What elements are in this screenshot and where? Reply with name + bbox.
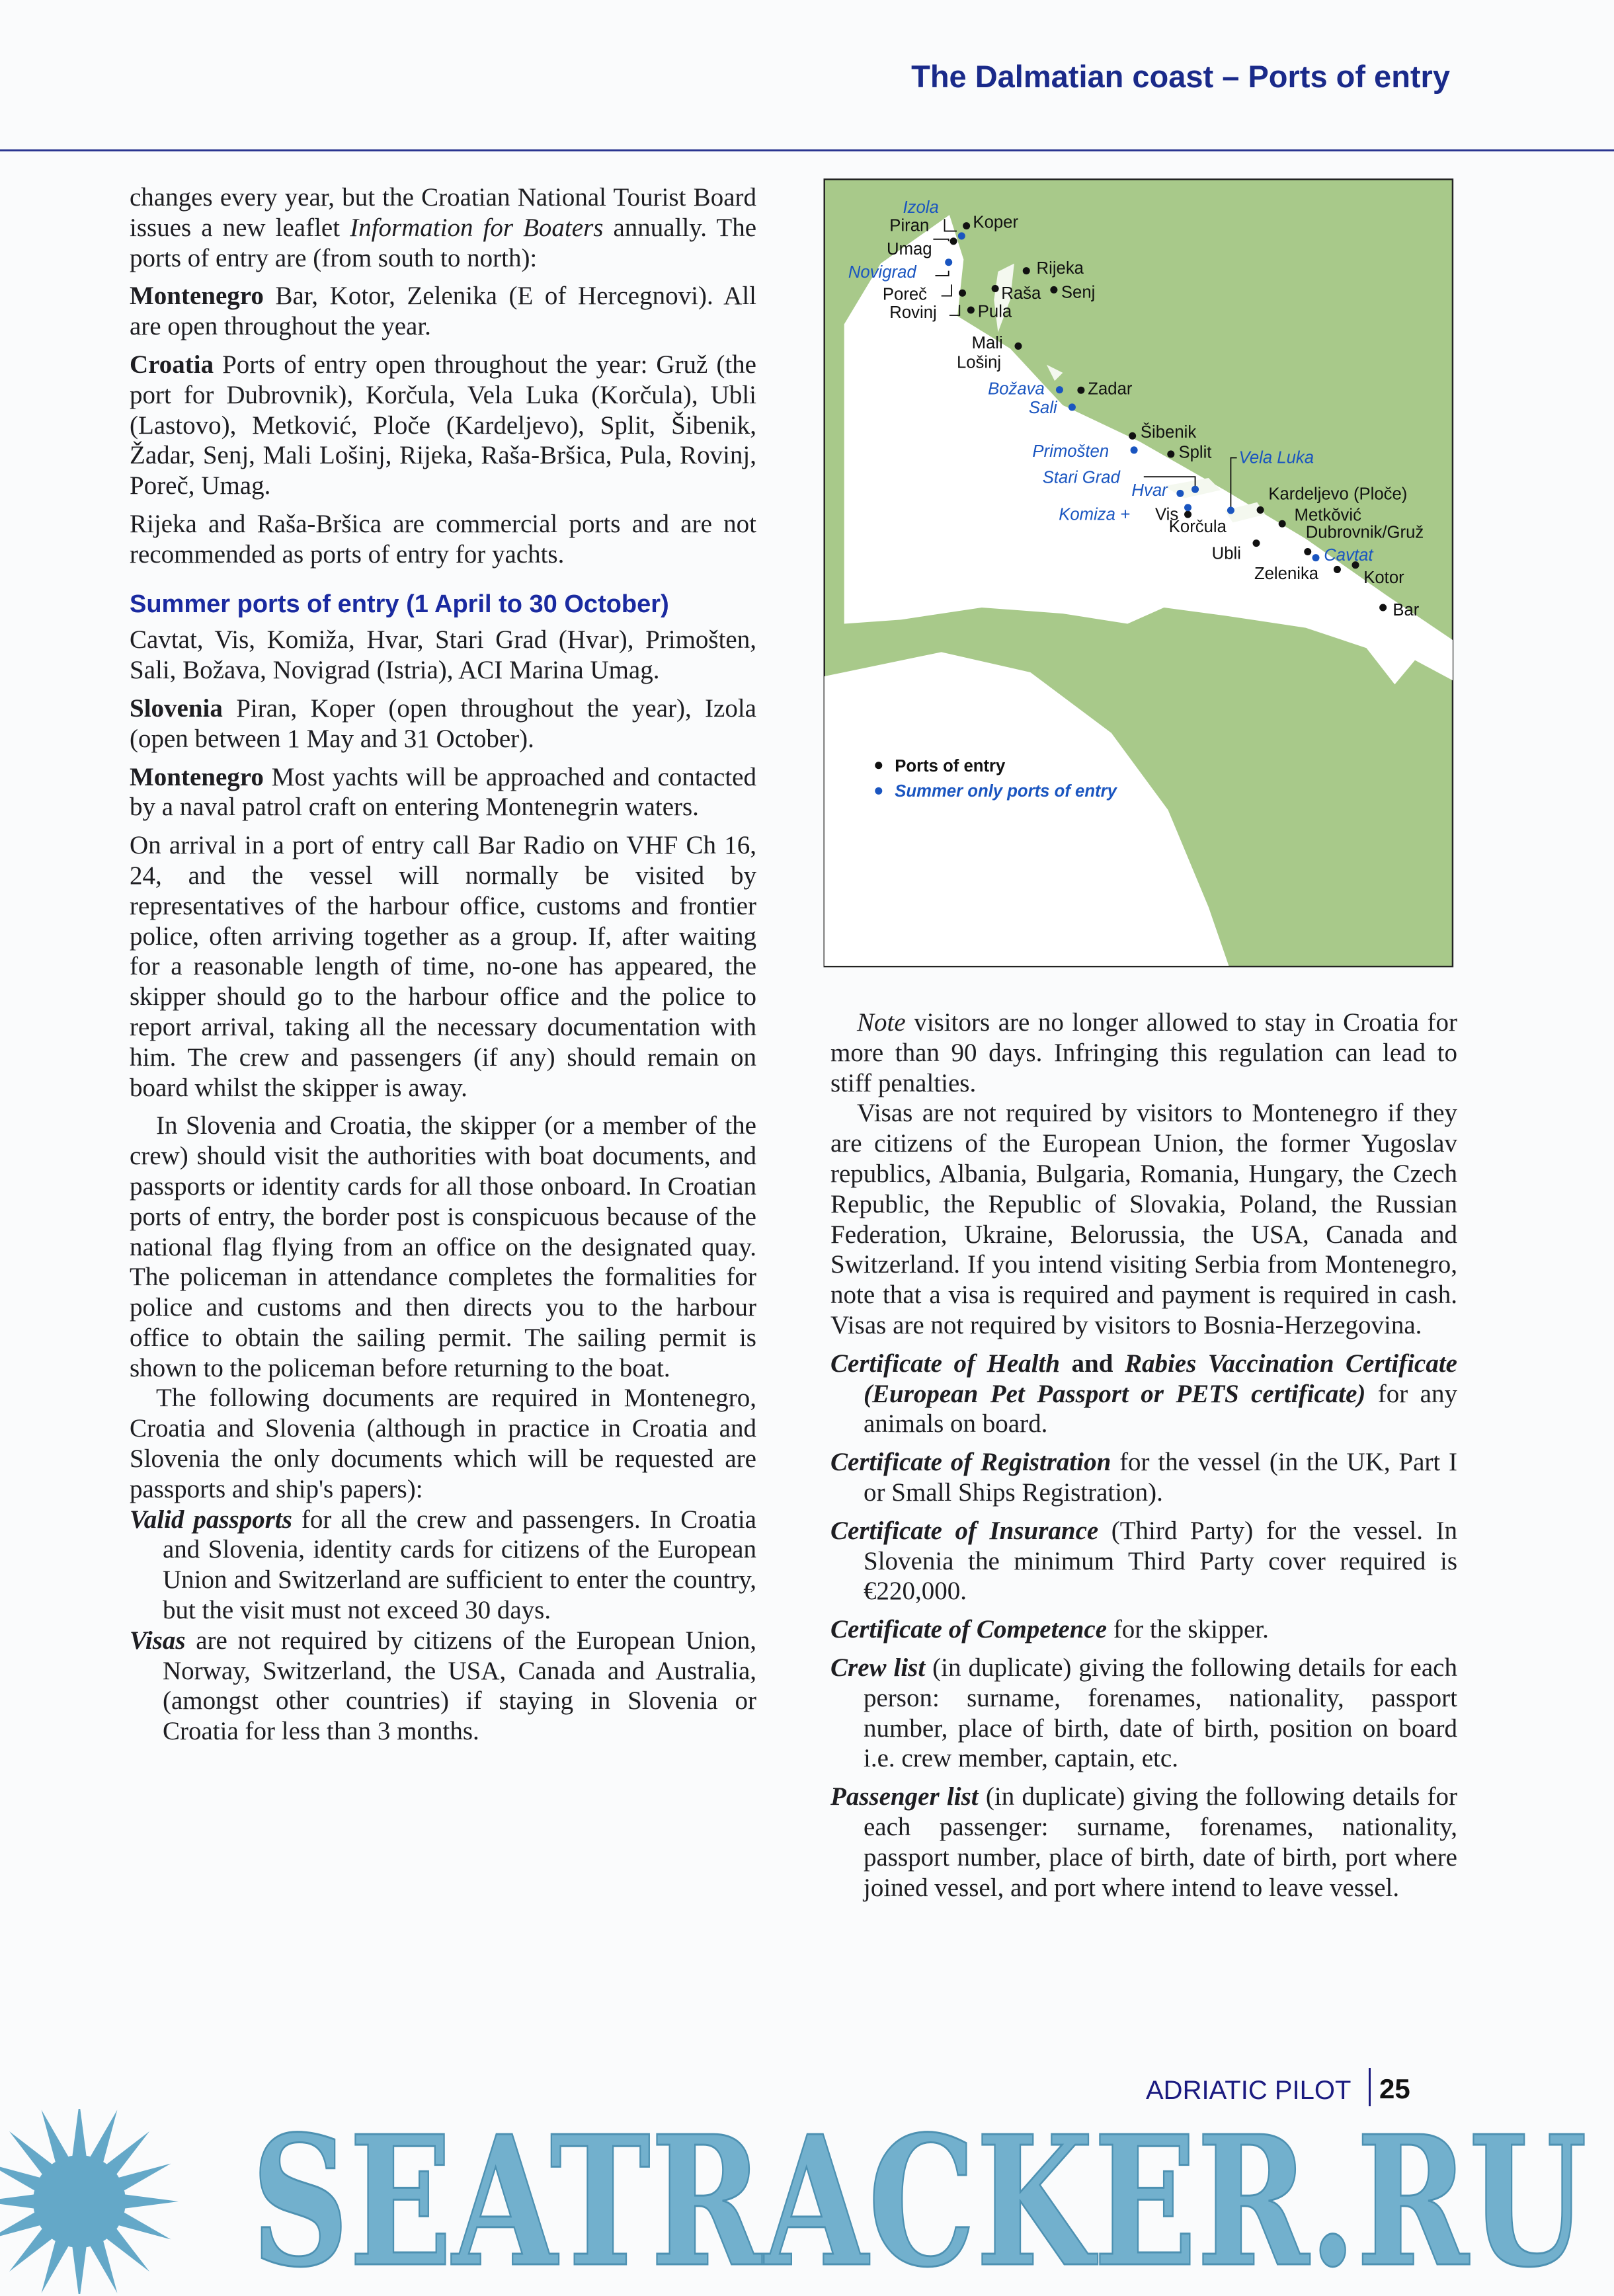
port-marker bbox=[1379, 604, 1387, 611]
term: Certificate of Insurance bbox=[830, 1516, 1099, 1545]
ports-of-entry-map bbox=[820, 178, 1455, 972]
text: for the skipper. bbox=[1107, 1615, 1269, 1644]
port-label: Kardeljevo (Ploče) bbox=[1268, 485, 1408, 504]
slovenia-paragraph bbox=[130, 693, 756, 754]
port-marker bbox=[950, 237, 957, 245]
term: Valid passports bbox=[130, 1505, 292, 1534]
port-marker bbox=[1184, 511, 1191, 518]
term: Certificate of Registration bbox=[830, 1448, 1111, 1477]
term: Croatia bbox=[130, 350, 214, 379]
legend-ports-label: Ports of entry bbox=[895, 756, 1006, 775]
documents-paragraph: The following documents are required in Montenegro, Croatia and Slovenia (although in practice in Croatia and Slovenia the only documents which will be requested are passports and ship's papers): bbox=[130, 1384, 756, 1503]
port-marker bbox=[992, 285, 999, 292]
summer-port-marker bbox=[1312, 554, 1319, 561]
summer-port-marker bbox=[1176, 490, 1184, 497]
term: Rabies Vaccination Certificate (European Pet Passport or PETS certificate) bbox=[864, 1349, 1457, 1408]
text: (Third Party) for the vessel. In Slovenia the minimum Third Party cover required is €220,000. bbox=[864, 1516, 1457, 1606]
port-label: Senj bbox=[1061, 283, 1096, 302]
slovenia-croatia-paragraph: In Slovenia and Croatia, the skipper (or a member of the crew) should visit the authorities with boat documents, and passports or identity cards for all those onboard. In Croatian ports of entry, the border post is conspicuous because of the national flag flying from an office on the designated quay. The policeman in attendance completes the formalities for police and customs and then directs you to the harbour office to obtain the sailing permit. The sailing permit is shown to the policeman before returning to the boat. bbox=[130, 1111, 756, 1382]
term: Passenger list bbox=[830, 1782, 979, 1811]
insurance-item bbox=[830, 1516, 1457, 1606]
arrival-paragraph: On arrival in a port of entry call Bar Radio on VHF Ch 16, 24, and the vessel will normally be visited by representatives of the harbour office, customs and frontier police, often arriving together as a group. If, after waiting for a reasonable length of time, no-one has appeared, the skipper should go to the harbour office and the police to report arrival, taking all the necessary documentation with him. The crew and passengers (if any) should remain on board whilst the skipper is away. bbox=[130, 831, 756, 1102]
port-marker bbox=[1279, 520, 1286, 528]
port-marker bbox=[1304, 548, 1311, 555]
port-label: Mali bbox=[971, 334, 1003, 353]
port-label: Split bbox=[1178, 443, 1212, 462]
summer-port-marker bbox=[1069, 403, 1076, 411]
header-rule bbox=[0, 149, 1614, 151]
port-label: Piran bbox=[889, 216, 930, 235]
right-column bbox=[830, 1008, 1457, 1911]
port-marker bbox=[1257, 506, 1264, 514]
sun-ray bbox=[118, 2194, 179, 2209]
visas-item bbox=[130, 1626, 756, 1747]
crew-list-item bbox=[830, 1653, 1457, 1774]
term: Crew list bbox=[830, 1653, 926, 1682]
intro-paragraph bbox=[130, 182, 756, 273]
port-marker bbox=[959, 290, 966, 297]
summer-port-label: Sali bbox=[1028, 399, 1057, 418]
port-label: Raša bbox=[1001, 284, 1041, 303]
port-marker bbox=[963, 222, 970, 229]
text: (in duplicate) giving the following details for each passenger: surname, forenames, nationality, passport number, place of birth, date of birth, port where joined vessel, and port where intend to leave vessel. bbox=[864, 1782, 1457, 1902]
text: Most yachts will be approached and contacted by a naval patrol craft on entering Montenegrin waters. bbox=[130, 762, 756, 822]
summer-port-marker bbox=[1056, 386, 1063, 393]
text: visitors are no longer allowed to stay in Croatia for more than 90 days. Infringing this regulation can lead to stiff penalties. bbox=[830, 1008, 1457, 1097]
text: Piran, Koper (open throughout the year), Izola (open between 1 May and 31 October). bbox=[130, 693, 756, 753]
text: (in duplicate) giving the following details for each person: surname, forenames, nationality, passport number, place of birth, date of birth, position on board i.e. crew member, captain, etc. bbox=[864, 1653, 1457, 1773]
summer-port-label: Primošten bbox=[1032, 442, 1110, 461]
sun-ray bbox=[71, 2109, 87, 2162]
text: for any animals on board. bbox=[864, 1379, 1457, 1439]
text: and bbox=[1060, 1349, 1125, 1378]
summer-port-label: Vela Luka bbox=[1238, 448, 1314, 467]
page-number: 25 bbox=[1379, 2073, 1410, 2104]
summer-port-label: Stari Grad bbox=[1042, 468, 1120, 487]
visas-montenegro-paragraph: Visas are not required by visitors to Montenegro if they are citizens of the European Union, the former Yugoslav republics, Albania, Bulgaria, Romania, Hungary, the Czech Republic, the Republic of Slovakia, Poland, the Russian Federation, Ukraine, Belorussia, the USA, Canada and Switzerland. If you intend visiting Serbia from Montenegro, note that a visa is required and payment is required in cash. Visas are not required by visitors to Bosnia-Herzegovina. bbox=[830, 1099, 1457, 1339]
summer-port-marker bbox=[1191, 486, 1199, 493]
summer-port-marker bbox=[1131, 446, 1138, 454]
summer-ports-heading: Summer ports of entry (1 April to 30 October) bbox=[130, 590, 669, 618]
port-label: Umag bbox=[887, 240, 932, 259]
port-label: Pula bbox=[977, 302, 1012, 321]
term: Certificate of Competence bbox=[830, 1615, 1108, 1644]
port-marker bbox=[1014, 342, 1022, 350]
port-label: Zadar bbox=[1088, 379, 1133, 399]
legend-summer-dot bbox=[875, 787, 882, 795]
summer-port-marker bbox=[1184, 504, 1191, 511]
summer-port-marker bbox=[945, 258, 952, 266]
term: Certificate of Health bbox=[830, 1349, 1061, 1378]
term: Note bbox=[857, 1008, 906, 1037]
summer-port-label: Hvar bbox=[1131, 481, 1168, 500]
port-marker bbox=[1334, 566, 1341, 573]
croatia-paragraph bbox=[130, 350, 756, 501]
term: Montenegro bbox=[130, 762, 264, 791]
watermark-text: SEATRACKER.RU bbox=[251, 2109, 1587, 2294]
summer-port-marker bbox=[1227, 507, 1234, 514]
port-marker bbox=[1252, 539, 1260, 547]
montenegro-patrol-paragraph bbox=[130, 762, 756, 823]
port-label: Rovinj bbox=[889, 303, 937, 323]
passports-item bbox=[130, 1505, 756, 1626]
port-marker bbox=[1050, 286, 1057, 294]
port-label: Rijeka bbox=[1036, 258, 1084, 278]
footer-divider bbox=[1369, 2068, 1371, 2106]
text: Ports of entry open throughout the year: Gruž (the port for Dubrovnik), Korčula, Vela Luka (Korčula), Ubli (Lastovo), Metković, Ploče (Kardeljevo), Split, Šibenik, Žadar, Senj, Mali Lošinj, Rijeka, Raša-Bršica, Pula, Rovinj, Poreč, Umag. bbox=[130, 350, 756, 500]
text: Bar, Kotor, Zelenika (E of Hercegnovi). All are open throughout the year. bbox=[130, 282, 756, 341]
note-paragraph bbox=[830, 1008, 1457, 1098]
port-label: Korčula bbox=[1168, 518, 1227, 537]
sun-icon bbox=[0, 2109, 179, 2294]
summer-ports-paragraph: Cavtat, Vis, Komiža, Hvar, Stari Grad (Hvar), Primošten, Sali, Božava, Novigrad (Istria), ACI Marina Umag. bbox=[130, 625, 756, 685]
port-marker bbox=[1167, 450, 1174, 457]
leaflet-title: Information for Boaters bbox=[350, 213, 604, 242]
summer-port-label: Novigrad bbox=[848, 263, 916, 282]
competence-item bbox=[830, 1614, 1457, 1645]
port-marker bbox=[1129, 432, 1136, 440]
port-label: Bar bbox=[1392, 601, 1420, 620]
port-label: Zelenika bbox=[1254, 565, 1319, 584]
port-label: Koper bbox=[973, 213, 1019, 232]
port-label: Dubrovnik/Gruž bbox=[1305, 523, 1424, 542]
summer-port-marker bbox=[958, 232, 965, 239]
text: for the vessel (in the UK, Part I or Small Ships Registration). bbox=[864, 1448, 1457, 1507]
summer-port-label: Komiza + bbox=[1059, 505, 1131, 524]
port-label: Šibenik bbox=[1140, 422, 1197, 442]
footer-book-title: ADRIATIC PILOT bbox=[1146, 2076, 1352, 2105]
port-marker bbox=[1077, 387, 1084, 394]
port-marker bbox=[1023, 267, 1030, 274]
text: annually. The ports of entry are (from south to north): bbox=[130, 213, 756, 272]
text: changes every year, but the Croatian National Tourist Board issues a new leaflet bbox=[130, 183, 756, 242]
rijeka-paragraph: Rijeka and Raša-Bršica are commercial ports and are not recommended as ports of entry for yachts. bbox=[130, 509, 756, 569]
summer-port-label: Božava bbox=[988, 379, 1045, 399]
page-header-title: The Dalmatian coast – Ports of entry bbox=[911, 59, 1450, 94]
port-label: Ubli bbox=[1211, 544, 1241, 563]
port-marker bbox=[967, 306, 975, 313]
seatracker-watermark-logo bbox=[0, 2109, 1614, 2294]
port-label: Lošinj bbox=[956, 353, 1002, 372]
port-label: Poreč bbox=[882, 285, 928, 304]
legend-summer-label: Summer only ports of entry bbox=[895, 781, 1117, 801]
text: are not required by citizens of the European Union, Norway, Switzerland, the USA, Canada and Australia, (amongst other countries) if staying in Slovenia or Croatia for less than 3 months. bbox=[163, 1626, 756, 1746]
term: Montenegro bbox=[130, 282, 264, 311]
summer-port-label: Izola bbox=[903, 198, 939, 218]
term: Slovenia bbox=[130, 693, 223, 723]
legend-port-dot bbox=[875, 762, 882, 769]
summer-port-label: Cavtat bbox=[1324, 545, 1373, 565]
port-label: Kotor bbox=[1363, 569, 1404, 588]
port-label: Vis bbox=[1154, 505, 1179, 524]
left-column bbox=[130, 182, 756, 1747]
registration-item bbox=[830, 1447, 1457, 1508]
port-label: Metkŏvić bbox=[1294, 506, 1361, 525]
montenegro-paragraph bbox=[130, 281, 756, 342]
term: Visas bbox=[130, 1626, 186, 1655]
sun-ray bbox=[0, 2194, 40, 2209]
health-item bbox=[830, 1349, 1457, 1439]
passenger-list-item bbox=[830, 1782, 1457, 1903]
sun-ray bbox=[71, 2240, 87, 2294]
text: for all the crew and passengers. In Croatia and Slovenia, identity cards for citizens of the European Union and Switzerland are sufficient to enter the country, but the visit must not exceed 30 days. bbox=[163, 1505, 756, 1625]
